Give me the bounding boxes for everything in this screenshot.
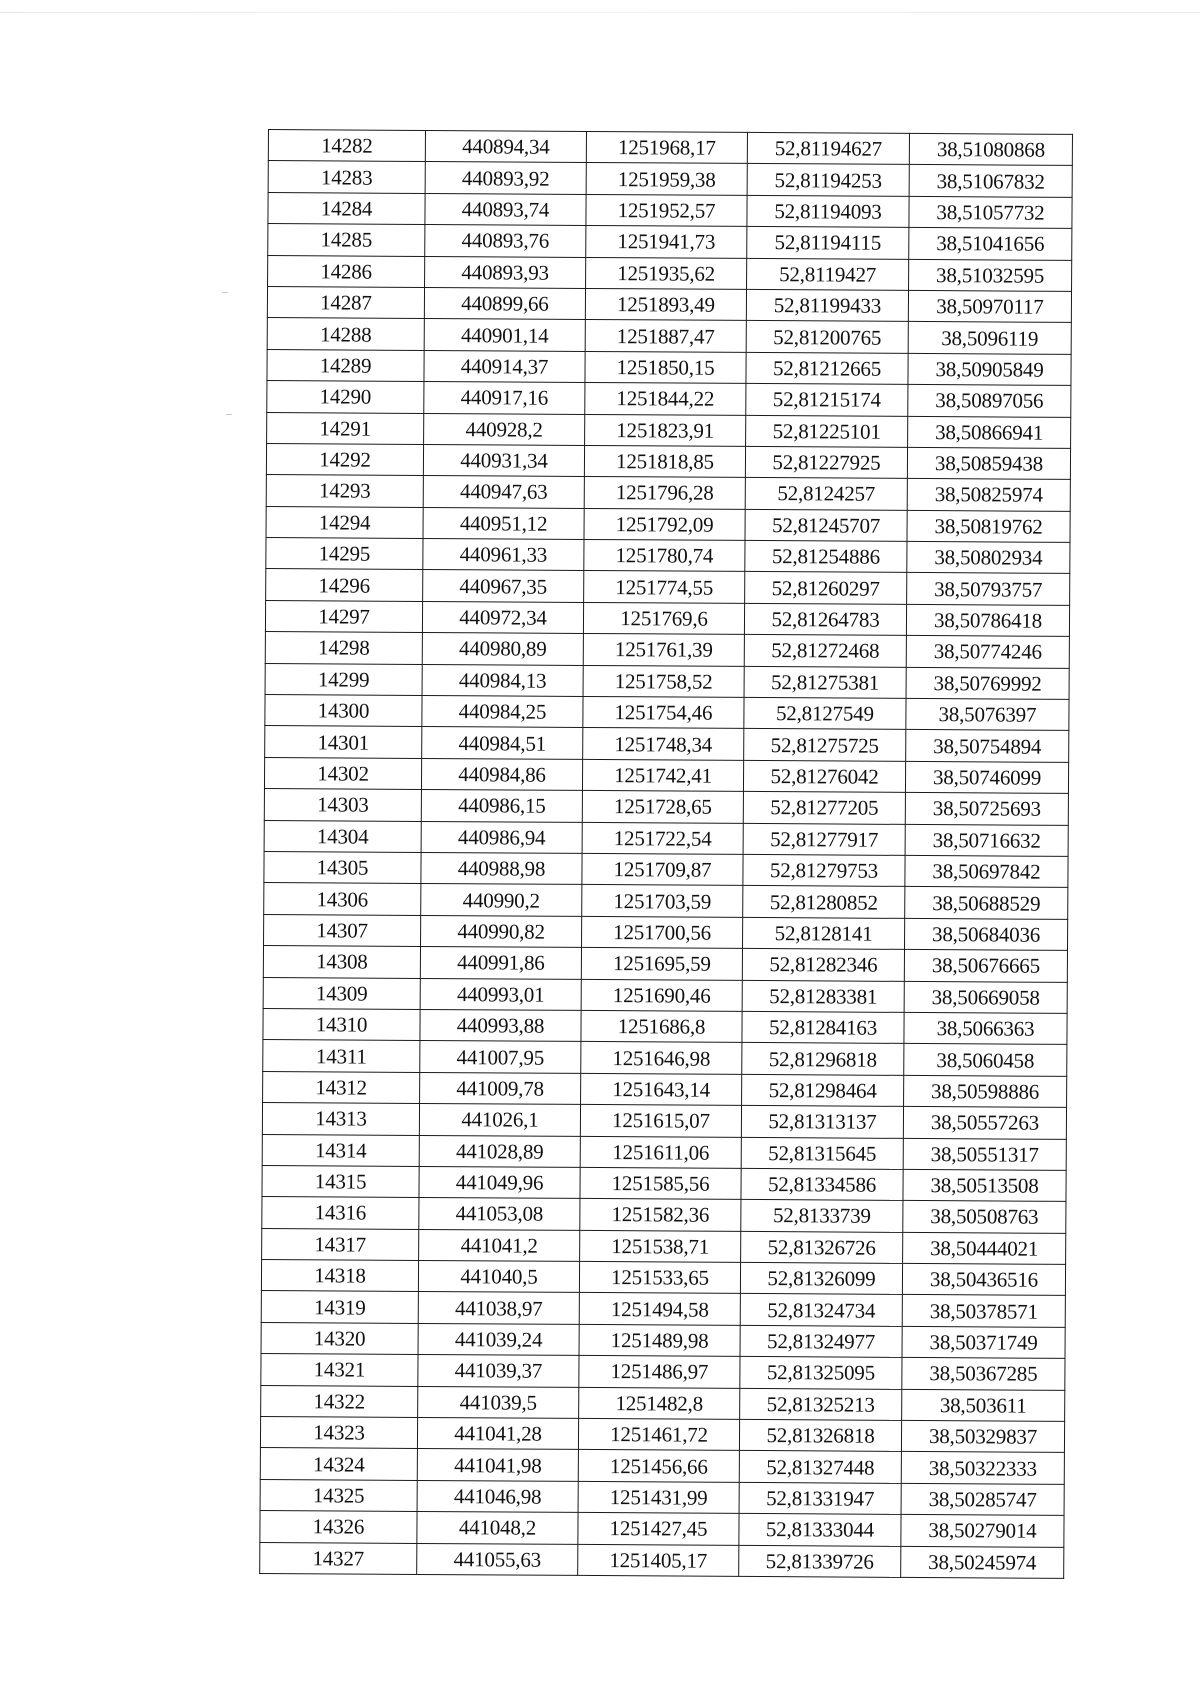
x-coordinate-cell: 441041,28: [417, 1417, 578, 1449]
longitude-cell: 38,50725693: [905, 793, 1068, 825]
scan-top-edge: [0, 12, 1200, 13]
table-row: [260, 1479, 1064, 1515]
x-coordinate-cell: 440990,82: [421, 915, 582, 947]
latitude-cell: 52,81324977: [740, 1325, 902, 1357]
x-coordinate-cell: 440991,86: [420, 947, 581, 979]
point-number-cell: 14304: [264, 820, 421, 852]
latitude-cell: 52,81331947: [739, 1482, 901, 1514]
x-coordinate-cell: 440893,76: [425, 225, 586, 257]
latitude-cell: 52,81275725: [744, 729, 906, 761]
point-number-cell: 14286: [268, 255, 425, 287]
y-coordinate-cell: 1251489,98: [579, 1324, 740, 1356]
y-coordinate-cell: 1251935,62: [586, 257, 747, 289]
latitude-cell: 52,81225101: [746, 415, 908, 447]
x-coordinate-cell: 441038,97: [418, 1292, 579, 1324]
longitude-cell: 38,50754894: [906, 730, 1069, 762]
table-row: [266, 538, 1070, 574]
table-row: [263, 1008, 1067, 1044]
table-row: [262, 1134, 1066, 1170]
table-row: [260, 1448, 1064, 1484]
latitude-cell: 52,81260297: [745, 572, 907, 604]
longitude-cell: 38,503611: [902, 1389, 1065, 1421]
x-coordinate-cell: 441041,2: [419, 1229, 580, 1261]
longitude-cell: 38,50793757: [907, 573, 1070, 605]
point-number-cell: 14296: [266, 569, 423, 601]
latitude-cell: 52,81199433: [746, 289, 908, 321]
point-number-cell: 14297: [265, 600, 422, 632]
y-coordinate-cell: 1251646,98: [581, 1042, 742, 1074]
point-number-cell: 14325: [260, 1479, 417, 1511]
x-coordinate-cell: 440893,74: [425, 193, 586, 225]
y-coordinate-cell: 1251494,58: [579, 1293, 740, 1325]
longitude-cell: 38,50329837: [901, 1420, 1064, 1452]
longitude-cell: 38,50669058: [904, 981, 1067, 1013]
latitude-cell: 52,81326818: [739, 1419, 901, 1451]
x-coordinate-cell: 441048,2: [417, 1512, 578, 1544]
table-row: [266, 506, 1070, 542]
table-row: [263, 977, 1067, 1013]
x-coordinate-cell: 440972,34: [422, 601, 583, 633]
longitude-cell: 38,50746099: [905, 761, 1068, 793]
y-coordinate-cell: 1251722,54: [582, 822, 743, 854]
y-coordinate-cell: 1251686,8: [581, 1010, 742, 1042]
table-row: [262, 1228, 1066, 1264]
longitude-cell: 38,50697842: [905, 855, 1068, 887]
point-number-cell: 14308: [263, 946, 420, 978]
longitude-cell: 38,50688529: [905, 887, 1068, 919]
longitude-cell: 38,50557263: [903, 1107, 1066, 1139]
x-coordinate-cell: 440899,66: [424, 287, 585, 319]
y-coordinate-cell: 1251482,8: [579, 1387, 740, 1419]
y-coordinate-cell: 1251792,09: [584, 508, 745, 540]
latitude-cell: 52,81194093: [747, 195, 909, 227]
y-coordinate-cell: 1251968,17: [586, 131, 747, 163]
point-number-cell: 14327: [260, 1542, 417, 1574]
y-coordinate-cell: 1251780,74: [584, 540, 745, 572]
point-number-cell: 14314: [262, 1134, 419, 1166]
latitude-cell: 52,81272468: [744, 635, 906, 667]
y-coordinate-cell: 1251959,38: [586, 163, 747, 195]
latitude-cell: 52,81215174: [746, 384, 908, 416]
latitude-cell: 52,81276042: [743, 760, 905, 792]
point-number-cell: 14285: [268, 224, 425, 256]
longitude-cell: 38,50684036: [904, 918, 1067, 950]
table-row: [260, 1542, 1064, 1578]
y-coordinate-cell: 1251700,56: [582, 916, 743, 948]
point-number-cell: 14305: [264, 851, 421, 883]
latitude-cell: 52,81334586: [741, 1168, 903, 1200]
latitude-cell: 52,81327448: [739, 1451, 901, 1483]
point-number-cell: 14289: [267, 349, 424, 381]
x-coordinate-cell: 441009,78: [420, 1072, 581, 1104]
point-number-cell: 14282: [268, 130, 425, 162]
table-row: [268, 130, 1072, 166]
point-number-cell: 14300: [265, 695, 422, 727]
latitude-cell: 52,81326099: [740, 1262, 902, 1294]
latitude-cell: 52,8128141: [743, 917, 905, 949]
table-row: [265, 600, 1069, 636]
x-coordinate-cell: 440914,37: [424, 350, 585, 382]
x-coordinate-cell: 441039,24: [418, 1323, 579, 1355]
y-coordinate-cell: 1251728,65: [582, 791, 743, 823]
table-row: [268, 224, 1072, 260]
latitude-cell: 52,81200765: [746, 321, 908, 353]
longitude-cell: 38,50676665: [904, 950, 1067, 982]
latitude-cell: 52,81333044: [739, 1514, 901, 1546]
latitude-cell: 52,81245707: [745, 509, 907, 541]
y-coordinate-cell: 1251844,22: [585, 383, 746, 415]
y-coordinate-cell: 1251538,71: [580, 1230, 741, 1262]
x-coordinate-cell: 441007,95: [420, 1041, 581, 1073]
table-row: [264, 851, 1068, 887]
x-coordinate-cell: 440961,33: [423, 539, 584, 571]
longitude-cell: 38,51067832: [909, 165, 1072, 197]
x-coordinate-cell: 441049,96: [419, 1166, 580, 1198]
point-number-cell: 14322: [261, 1385, 418, 1417]
point-number-cell: 14310: [263, 1008, 420, 1040]
table-row: [265, 663, 1069, 699]
y-coordinate-cell: 1251887,47: [585, 320, 746, 352]
table-row: [264, 757, 1068, 793]
table-row: [261, 1322, 1065, 1358]
point-number-cell: 14283: [268, 161, 425, 193]
point-number-cell: 14318: [261, 1260, 418, 1292]
longitude-cell: 38,50551317: [903, 1138, 1066, 1170]
longitude-cell: 38,50825974: [907, 479, 1070, 511]
point-number-cell: 14311: [263, 1040, 420, 1072]
latitude-cell: 52,81339726: [739, 1545, 901, 1577]
x-coordinate-cell: 440984,25: [422, 695, 583, 727]
table-row: [265, 695, 1069, 731]
y-coordinate-cell: 1251585,56: [580, 1167, 741, 1199]
longitude-cell: 38,50436516: [902, 1263, 1065, 1295]
point-number-cell: 14309: [263, 977, 420, 1009]
y-coordinate-cell: 1251748,34: [583, 728, 744, 760]
table-row: [267, 286, 1071, 322]
longitude-cell: 38,50866941: [908, 416, 1071, 448]
latitude-cell: 52,81277205: [743, 792, 905, 824]
point-number-cell: 14306: [264, 883, 421, 915]
y-coordinate-cell: 1251611,06: [580, 1136, 741, 1168]
point-number-cell: 14307: [264, 914, 421, 946]
x-coordinate-cell: 440984,51: [422, 727, 583, 759]
coordinates-table-body: [260, 130, 1073, 1579]
longitude-cell: 38,51080868: [909, 133, 1072, 165]
point-number-cell: 14301: [265, 726, 422, 758]
longitude-cell: 38,50513508: [903, 1169, 1066, 1201]
longitude-cell: 38,50859438: [907, 447, 1070, 479]
table-row: [266, 475, 1070, 511]
longitude-cell: 38,50285747: [901, 1483, 1064, 1515]
longitude-cell: 38,50444021: [903, 1232, 1066, 1264]
point-number-cell: 14299: [265, 663, 422, 695]
x-coordinate-cell: 440984,86: [421, 758, 582, 790]
point-number-cell: 14288: [267, 318, 424, 350]
x-coordinate-cell: 440967,35: [423, 570, 584, 602]
y-coordinate-cell: 1251709,87: [582, 853, 743, 885]
table-row: [263, 946, 1067, 982]
y-coordinate-cell: 1251643,14: [581, 1073, 742, 1105]
table-row: [268, 161, 1072, 197]
latitude-cell: 52,81326726: [741, 1231, 903, 1263]
y-coordinate-cell: 1251952,57: [586, 194, 747, 226]
point-number-cell: 14295: [266, 538, 423, 570]
longitude-cell: 38,50774246: [906, 636, 1069, 668]
table-row: [262, 1103, 1066, 1139]
point-number-cell: 14324: [260, 1448, 417, 1480]
table-row: [261, 1385, 1065, 1421]
point-number-cell: 14326: [260, 1511, 417, 1543]
point-number-cell: 14298: [265, 632, 422, 664]
x-coordinate-cell: 440993,01: [420, 978, 581, 1010]
x-coordinate-cell: 440951,12: [423, 507, 584, 539]
y-coordinate-cell: 1251823,91: [585, 414, 746, 446]
latitude-cell: 52,81296818: [742, 1043, 904, 1075]
point-number-cell: 14292: [266, 443, 423, 475]
longitude-cell: 38,5076397: [906, 698, 1069, 730]
y-coordinate-cell: 1251754,46: [583, 696, 744, 728]
x-coordinate-cell: 440901,14: [424, 319, 585, 351]
longitude-cell: 38,50322333: [901, 1452, 1064, 1484]
y-coordinate-cell: 1251582,36: [580, 1199, 741, 1231]
longitude-cell: 38,5096119: [908, 322, 1071, 354]
point-number-cell: 14321: [261, 1354, 418, 1386]
point-number-cell: 14291: [267, 412, 424, 444]
table-row: [262, 1165, 1066, 1201]
y-coordinate-cell: 1251941,73: [586, 226, 747, 258]
x-coordinate-cell: 441039,37: [418, 1355, 579, 1387]
table-row: [267, 381, 1071, 417]
latitude-cell: 52,81324734: [740, 1294, 902, 1326]
x-coordinate-cell: 440993,88: [420, 1009, 581, 1041]
table-row: [264, 789, 1068, 825]
longitude-cell: 38,50378571: [902, 1295, 1065, 1327]
y-coordinate-cell: 1251695,59: [581, 948, 742, 980]
latitude-cell: 52,81284163: [742, 1011, 904, 1043]
y-coordinate-cell: 1251818,85: [584, 445, 745, 477]
y-coordinate-cell: 1251850,15: [585, 351, 746, 383]
y-coordinate-cell: 1251456,66: [578, 1450, 739, 1482]
y-coordinate-cell: 1251758,52: [583, 665, 744, 697]
y-coordinate-cell: 1251405,17: [578, 1544, 739, 1576]
longitude-cell: 38,50371749: [902, 1326, 1065, 1358]
y-coordinate-cell: 1251769,6: [583, 602, 744, 634]
latitude-cell: 52,81194115: [747, 227, 909, 259]
table-row: [268, 255, 1072, 291]
y-coordinate-cell: 1251703,59: [582, 885, 743, 917]
y-coordinate-cell: 1251431,99: [578, 1481, 739, 1513]
point-number-cell: 14302: [264, 757, 421, 789]
longitude-cell: 38,50786418: [906, 604, 1069, 636]
x-coordinate-cell: 440893,92: [425, 162, 586, 194]
latitude-cell: 52,81325095: [740, 1357, 902, 1389]
longitude-cell: 38,51041656: [909, 228, 1072, 260]
longitude-cell: 38,50716632: [905, 824, 1068, 856]
point-number-cell: 14312: [263, 1071, 420, 1103]
x-coordinate-cell: 440986,15: [421, 790, 582, 822]
table-row: [265, 726, 1069, 762]
point-number-cell: 14313: [262, 1103, 419, 1135]
latitude-cell: 52,81227925: [745, 446, 907, 478]
latitude-cell: 52,81279753: [743, 854, 905, 886]
x-coordinate-cell: 441039,5: [418, 1386, 579, 1418]
latitude-cell: 52,81275381: [744, 666, 906, 698]
y-coordinate-cell: 1251742,41: [582, 759, 743, 791]
x-coordinate-cell: 440894,34: [425, 130, 586, 162]
y-coordinate-cell: 1251461,72: [578, 1418, 739, 1450]
latitude-cell: 52,81325213: [740, 1388, 902, 1420]
x-coordinate-cell: 441053,08: [419, 1198, 580, 1230]
latitude-cell: 52,81194253: [747, 164, 909, 196]
latitude-cell: 52,81283381: [742, 980, 904, 1012]
latitude-cell: 52,81194627: [747, 132, 909, 164]
y-coordinate-cell: 1251486,97: [579, 1356, 740, 1388]
table-row: [261, 1291, 1065, 1327]
point-number-cell: 14317: [262, 1228, 419, 1260]
point-number-cell: 14315: [262, 1165, 419, 1197]
scan-speck: [226, 414, 232, 415]
table-row: [261, 1354, 1065, 1390]
y-coordinate-cell: 1251796,28: [584, 477, 745, 509]
latitude-cell: 52,81212665: [746, 352, 908, 384]
longitude-cell: 38,51032595: [909, 259, 1072, 291]
y-coordinate-cell: 1251533,65: [579, 1261, 740, 1293]
scan-speck: [222, 292, 228, 293]
latitude-cell: 52,81277917: [743, 823, 905, 855]
point-number-cell: 14320: [261, 1322, 418, 1354]
point-number-cell: 14319: [261, 1291, 418, 1323]
table-row: [260, 1511, 1064, 1547]
latitude-cell: 52,81298464: [742, 1074, 904, 1106]
point-number-cell: 14287: [267, 286, 424, 318]
table-row: [268, 192, 1072, 228]
x-coordinate-cell: 440931,34: [423, 444, 584, 476]
table-row: [267, 412, 1071, 448]
point-number-cell: 14303: [264, 789, 421, 821]
x-coordinate-cell: 441028,89: [419, 1135, 580, 1167]
table-row: [264, 883, 1068, 919]
x-coordinate-cell: 441040,5: [418, 1261, 579, 1293]
x-coordinate-cell: 441055,63: [417, 1543, 578, 1575]
latitude-cell: 52,81313137: [741, 1106, 903, 1138]
latitude-cell: 52,8124257: [745, 478, 907, 510]
longitude-cell: 38,50598886: [904, 1075, 1067, 1107]
table-row: [267, 318, 1071, 354]
point-number-cell: 14290: [267, 381, 424, 413]
longitude-cell: 38,50367285: [902, 1358, 1065, 1390]
longitude-cell: 38,50905849: [908, 353, 1071, 385]
x-coordinate-cell: 441046,98: [417, 1480, 578, 1512]
longitude-cell: 38,50819762: [907, 510, 1070, 542]
latitude-cell: 52,81254886: [745, 540, 907, 572]
point-number-cell: 14316: [262, 1197, 419, 1229]
x-coordinate-cell: 440986,94: [421, 821, 582, 853]
point-number-cell: 14323: [260, 1416, 417, 1448]
table-row: [263, 1040, 1067, 1076]
point-number-cell: 14293: [266, 475, 423, 507]
table-row: [267, 349, 1071, 385]
x-coordinate-cell: 441026,1: [419, 1104, 580, 1136]
x-coordinate-cell: 440984,13: [422, 664, 583, 696]
y-coordinate-cell: 1251761,39: [583, 634, 744, 666]
x-coordinate-cell: 441041,98: [417, 1449, 578, 1481]
table-row: [261, 1260, 1065, 1296]
y-coordinate-cell: 1251615,07: [580, 1105, 741, 1137]
latitude-cell: 52,81282346: [742, 949, 904, 981]
table-row: [266, 443, 1070, 479]
longitude-cell: 38,50769992: [906, 667, 1069, 699]
y-coordinate-cell: 1251893,49: [585, 288, 746, 320]
x-coordinate-cell: 440980,89: [422, 633, 583, 665]
y-coordinate-cell: 1251774,55: [584, 571, 745, 603]
y-coordinate-cell: 1251427,45: [578, 1513, 739, 1545]
longitude-cell: 38,50508763: [903, 1201, 1066, 1233]
latitude-cell: 52,81280852: [743, 886, 905, 918]
latitude-cell: 52,8127549: [744, 697, 906, 729]
longitude-cell: 38,51057732: [909, 196, 1072, 228]
longitude-cell: 38,50802934: [907, 541, 1070, 573]
latitude-cell: 52,8119427: [747, 258, 909, 290]
x-coordinate-cell: 440893,93: [425, 256, 586, 288]
x-coordinate-cell: 440917,16: [424, 382, 585, 414]
latitude-cell: 52,8133739: [741, 1200, 903, 1232]
table-row: [260, 1416, 1064, 1452]
latitude-cell: 52,81315645: [741, 1137, 903, 1169]
y-coordinate-cell: 1251690,46: [581, 979, 742, 1011]
table-row: [263, 1071, 1067, 1107]
x-coordinate-cell: 440928,2: [424, 413, 585, 445]
x-coordinate-cell: 440990,2: [421, 884, 582, 916]
point-number-cell: 14284: [268, 192, 425, 224]
x-coordinate-cell: 440947,63: [423, 476, 584, 508]
latitude-cell: 52,81264783: [744, 603, 906, 635]
longitude-cell: 38,50245974: [901, 1546, 1064, 1578]
x-coordinate-cell: 440988,98: [421, 852, 582, 884]
coordinates-table: [259, 129, 1073, 1579]
table-row: [262, 1197, 1066, 1233]
longitude-cell: 38,50897056: [908, 385, 1071, 417]
table-row: [264, 820, 1068, 856]
longitude-cell: 38,50970117: [908, 290, 1071, 322]
longitude-cell: 38,50279014: [901, 1515, 1064, 1547]
table-row: [264, 914, 1068, 950]
table-row: [266, 569, 1070, 605]
table-row: [265, 632, 1069, 668]
longitude-cell: 38,5060458: [904, 1044, 1067, 1076]
point-number-cell: 14294: [266, 506, 423, 538]
longitude-cell: 38,5066363: [904, 1012, 1067, 1044]
